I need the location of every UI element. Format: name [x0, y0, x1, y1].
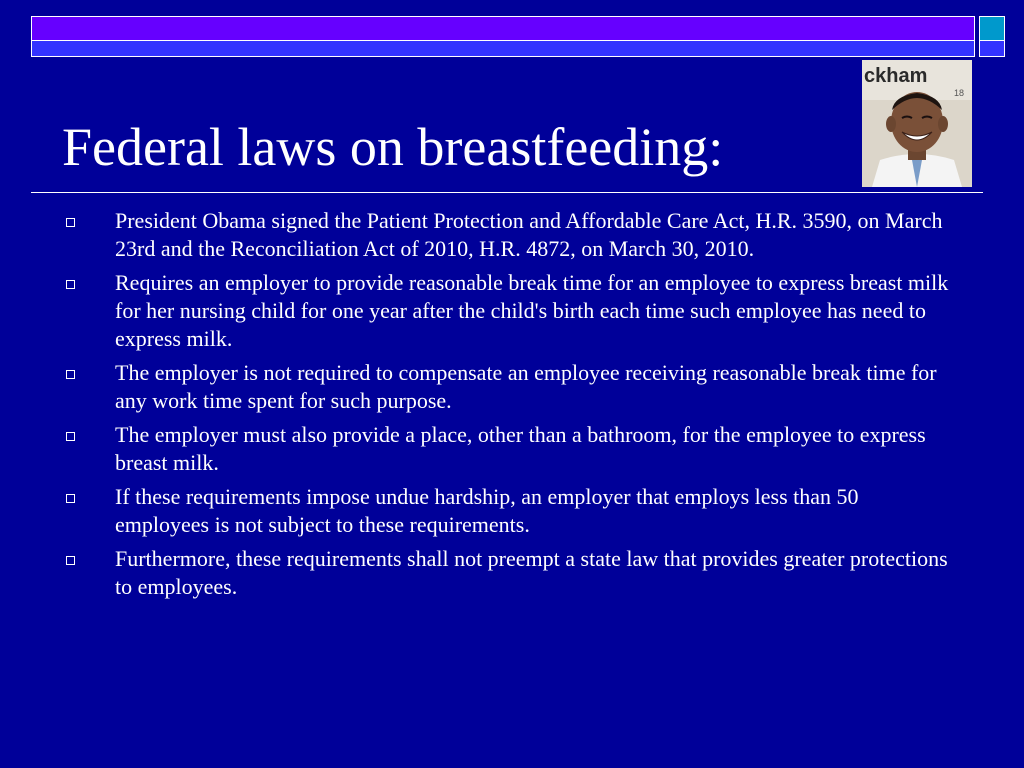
corner-accent-bottom [979, 41, 1005, 57]
list-item [62, 483, 952, 539]
bullet-text: Requires an employer to provide reasonable break time for an employee to express breast milk for her nursing child for one year after the child's birth each time such employee has need to express milk. [115, 270, 949, 351]
list-item [62, 207, 952, 263]
bullet-text: The employer must also provide a place, other than a bathroom, for the employee to express breast milk. [115, 422, 926, 475]
square-bullet-icon [66, 494, 75, 503]
list-item [62, 421, 952, 477]
list-item [62, 545, 952, 601]
bullet-text: Furthermore, these requirements shall not preempt a state law that provides greater protections to employees. [115, 546, 948, 599]
photo-sign-text: ckham [864, 65, 928, 87]
square-bullet-icon [66, 218, 75, 227]
list-item [62, 269, 952, 353]
bullet-text: If these requirements impose undue hardship, an employer that employs less than 50 employees is not subject to these requirements. [115, 484, 859, 537]
person-photo-icon [862, 60, 972, 187]
header-bar-bottom [31, 41, 975, 57]
title-divider [31, 192, 983, 193]
bullet-list [62, 207, 952, 607]
square-bullet-icon [66, 370, 75, 379]
list-item [62, 359, 952, 415]
slide-title: Federal laws on breastfeeding: [62, 117, 724, 177]
photo-sign-number: 18 [954, 88, 965, 98]
corner-accent-top [979, 16, 1005, 41]
square-bullet-icon [66, 280, 75, 289]
square-bullet-icon [66, 432, 75, 441]
bullet-text: President Obama signed the Patient Protection and Affordable Care Act, H.R. 3590, on March 23rd and the Reconciliation Act of 2010, H.R. 4872, on March 30, 2010. [115, 208, 943, 261]
header-bar-top [31, 16, 975, 41]
square-bullet-icon [66, 556, 75, 565]
bullet-text: The employer is not required to compensate an employee receiving reasonable break time for any work time spent for such purpose. [115, 360, 937, 413]
